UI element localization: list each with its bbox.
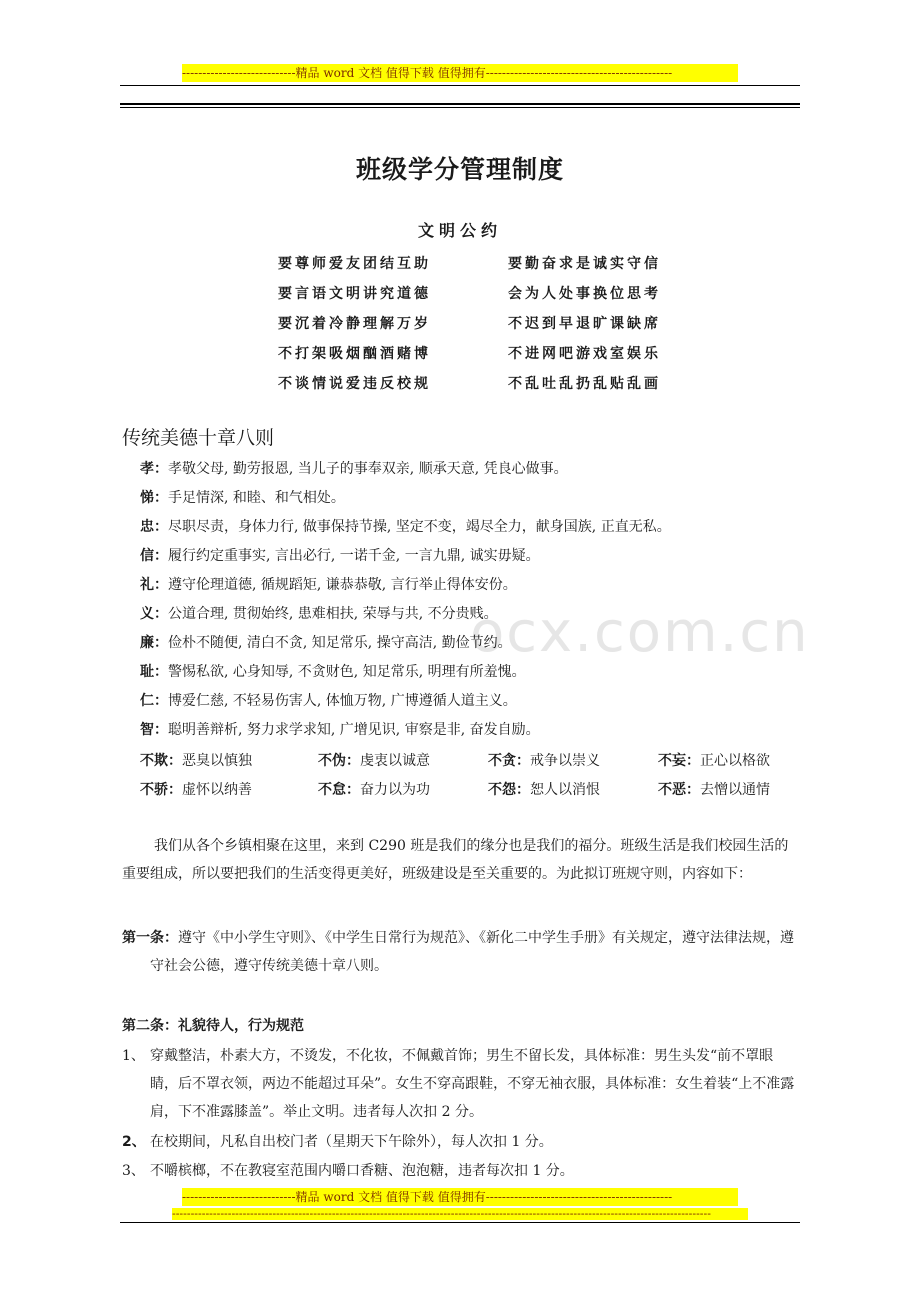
rule-text: 虚怀以纳善 bbox=[182, 782, 252, 798]
rule-pair bbox=[140, 750, 252, 770]
intro-paragraph: 我们从各个乡镇相聚在这里，来到 C290 班是我们的缘分也是我们的福分。班级生活是我们校园生活的重要组成，所以要把我们的生活变得更美好，班级建设是至关重要的。为此拟订班规守则，内容如下： bbox=[122, 838, 789, 882]
convention-line: 要沉着冷静理解万岁 bbox=[278, 316, 431, 332]
page-title: 班级学分管理制度 bbox=[355, 155, 564, 184]
virtue-label: 礼： bbox=[140, 577, 168, 593]
rule-text: 虔衷以诚意 bbox=[360, 753, 430, 769]
article-1-label: 第一条： bbox=[122, 930, 178, 946]
virtue-text: 聪明善辩析, 努力求学求知, 广增见识, 审察是非, 奋发自励。 bbox=[168, 722, 540, 738]
rule-pair bbox=[318, 750, 430, 770]
rule-pair bbox=[488, 750, 600, 770]
item-text: 在校期间，凡私自出校门者（星期天下午除外），每人次扣 1 分。 bbox=[150, 1134, 553, 1150]
virtue-label: 廉： bbox=[140, 635, 168, 651]
virtue-label: 仁： bbox=[140, 693, 168, 709]
virtue-label: 智： bbox=[140, 722, 168, 738]
rule-label: 不骄： bbox=[140, 782, 182, 798]
rule-label: 不贪： bbox=[488, 753, 530, 769]
article-1 bbox=[122, 924, 800, 980]
item-number: 3、 bbox=[122, 1163, 145, 1179]
virtue-item bbox=[140, 545, 540, 565]
rule-label: 不妄： bbox=[658, 753, 700, 769]
rule-label: 不伪： bbox=[318, 753, 360, 769]
virtue-text: 俭朴不随便, 清白不贪, 知足常乐, 操守高洁, 勤俭节约。 bbox=[168, 635, 512, 651]
rule-pair bbox=[658, 750, 770, 770]
rule-label: 不怠： bbox=[318, 782, 360, 798]
virtue-label: 忠： bbox=[140, 519, 168, 535]
footer-banner: ----------------------------精品 word 文档 值得下载 值得拥有---------------------------------------------- bbox=[182, 1188, 738, 1206]
convention-line: 要尊师爱友团结互助 bbox=[278, 256, 431, 272]
header-rule-bottom bbox=[120, 107, 800, 108]
virtue-label: 义： bbox=[140, 606, 168, 622]
article-2-item bbox=[122, 1157, 800, 1185]
header-banner: ----------------------------精品 word 文档 值得下载 值得拥有---------------------------------------------- bbox=[182, 64, 738, 82]
convention-line: 不谈情说爱违反校规 bbox=[278, 376, 431, 392]
footer-rule bbox=[120, 1222, 800, 1223]
convention-line: 不进网吧游戏室娱乐 bbox=[508, 346, 661, 362]
virtue-text: 公道合理, 贯彻始终, 患难相扶, 荣辱与共, 不分贵贱。 bbox=[168, 606, 498, 622]
header-rule-top bbox=[120, 85, 800, 86]
convention-line: 不乱吐乱扔乱贴乱画 bbox=[508, 376, 661, 392]
convention-line: 要勤奋求是诚实守信 bbox=[508, 256, 661, 272]
virtue-text: 遵守伦理道德, 循规蹈矩, 谦恭恭敬, 言行举止得体安份。 bbox=[168, 577, 517, 593]
rule-pair bbox=[658, 779, 770, 799]
convention-line: 会为人处事换位思考 bbox=[508, 286, 661, 302]
virtue-item bbox=[140, 661, 526, 681]
item-number: 1、 bbox=[122, 1048, 145, 1064]
convention-line: 要言语文明讲究道德 bbox=[278, 286, 431, 302]
virtue-text: 履行约定重事实, 言出必行, 一诺千金, 一言九鼎, 诚实毋疑。 bbox=[168, 548, 540, 564]
rule-text: 恕人以消恨 bbox=[530, 782, 600, 798]
rule-text: 奋力以为功 bbox=[360, 782, 430, 798]
rule-pair bbox=[140, 779, 252, 799]
rule-text: 恶臭以慎独 bbox=[182, 753, 252, 769]
virtue-text: 警惕私欲, 心身知辱, 不贪财色, 知足常乐, 明理有所羞愧。 bbox=[168, 664, 526, 680]
rule-label: 不欺： bbox=[140, 753, 182, 769]
watermark: ocx.com.cn bbox=[470, 600, 810, 665]
rule-text: 去憎以通情 bbox=[700, 782, 770, 798]
virtue-item bbox=[140, 458, 568, 478]
virtue-item bbox=[140, 603, 498, 623]
article-1-text: 遵守《中小学生守则》、《中学生日常行为规范》、《新化二中学生手册》有关规定，遵守法律法规，遵守社会公德，遵守传统美德十章八则。 bbox=[150, 930, 794, 974]
virtue-text: 孝敬父母, 勤劳报恩, 当儿子的事奉双亲, 顺承天意, 凭良心做事。 bbox=[168, 461, 568, 477]
header-rule-thick bbox=[120, 103, 800, 105]
article-2-item bbox=[122, 1128, 800, 1156]
virtue-label: 悌： bbox=[140, 490, 168, 506]
rule-label: 不怨： bbox=[488, 782, 530, 798]
rule-pair bbox=[488, 779, 600, 799]
item-text: 穿戴整洁，朴素大方，不烫发，不化妆，不佩戴首饰；男生不留长发，具体标准：男生头发“前不罩眼睛，后不罩衣领，两边不能超过耳朵”。女生不穿高跟鞋，不穿无袖衣服，具体标准：女生着装“上不准露肩，下不准露膝盖”。举止文明。违者每人次扣 2 分。 bbox=[150, 1048, 795, 1120]
rule-label: 不恶： bbox=[658, 782, 700, 798]
item-number: 2、 bbox=[122, 1134, 146, 1150]
article-2-heading: 第二条：礼貌待人，行为规范 bbox=[122, 1018, 304, 1034]
rule-text: 戒争以崇义 bbox=[530, 753, 600, 769]
virtue-text: 博爱仁慈, 不轻易伤害人, 体恤万物, 广博遵循人道主义。 bbox=[168, 693, 517, 709]
convention-line: 不打架吸烟酗酒赌博 bbox=[278, 346, 431, 362]
convention-title: 文明公约 bbox=[417, 221, 502, 240]
rule-text: 正心以格欲 bbox=[700, 753, 770, 769]
convention-line: 不迟到早退旷课缺席 bbox=[508, 316, 661, 332]
virtues-heading: 传统美德十章八则 bbox=[122, 427, 275, 449]
virtue-item bbox=[140, 516, 671, 536]
item-text: 不嚼槟榔，不在教寝室范围内嚼口香糖、泡泡糖，违者每次扣 1 分。 bbox=[150, 1163, 574, 1179]
virtue-item bbox=[140, 632, 512, 652]
virtue-item bbox=[140, 719, 540, 739]
virtue-text: 尽职尽责，身体力行, 做事保持节操, 坚定不变，竭尽全力，献身国族, 正直无私。 bbox=[168, 519, 671, 535]
virtue-label: 孝： bbox=[140, 461, 168, 477]
virtue-label: 信： bbox=[140, 548, 168, 564]
virtue-label: 耻： bbox=[140, 664, 168, 680]
virtue-item bbox=[140, 690, 517, 710]
virtue-item bbox=[140, 487, 345, 507]
virtue-text: 手足情深, 和睦、和气相处。 bbox=[168, 490, 345, 506]
rule-pair bbox=[318, 779, 430, 799]
virtue-item bbox=[140, 574, 517, 594]
footer-banner-dashes: ------------------------------------------------------------------------------------------------------------------------------------------------- bbox=[172, 1208, 748, 1220]
article-2-item bbox=[122, 1042, 800, 1126]
